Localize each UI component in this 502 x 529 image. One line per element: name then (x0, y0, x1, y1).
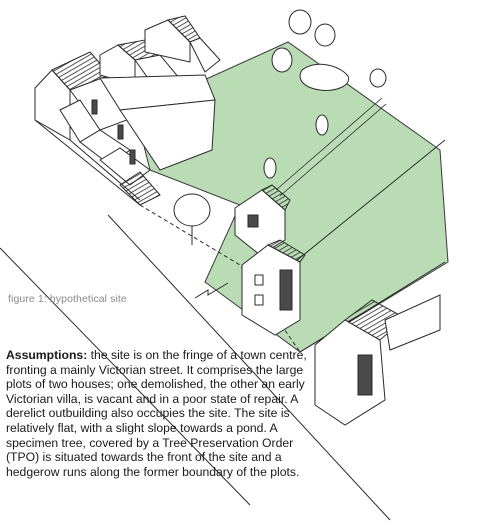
pond (300, 64, 348, 90)
assumptions-heading: Assumptions: (6, 348, 88, 362)
assumptions-text (6, 348, 324, 479)
figure-caption: figure 1: hypothetical site (8, 293, 127, 305)
assumptions-body: the site is on the fringe of a town centre, fronting a mainly Victorian street. It comprises the large plots of two houses; one demolished, the other an early Victorian villa, is vacant and in a poor state of repair. A derelict outbuilding also occupies the site. The site is relatively flat, with a slight slope towards a pond. A specimen tree, covered by a Tree Preservation Order (TPO) is situated towards the front of the site and a hedgerow runs along the former boundary of the plots. (6, 348, 307, 479)
